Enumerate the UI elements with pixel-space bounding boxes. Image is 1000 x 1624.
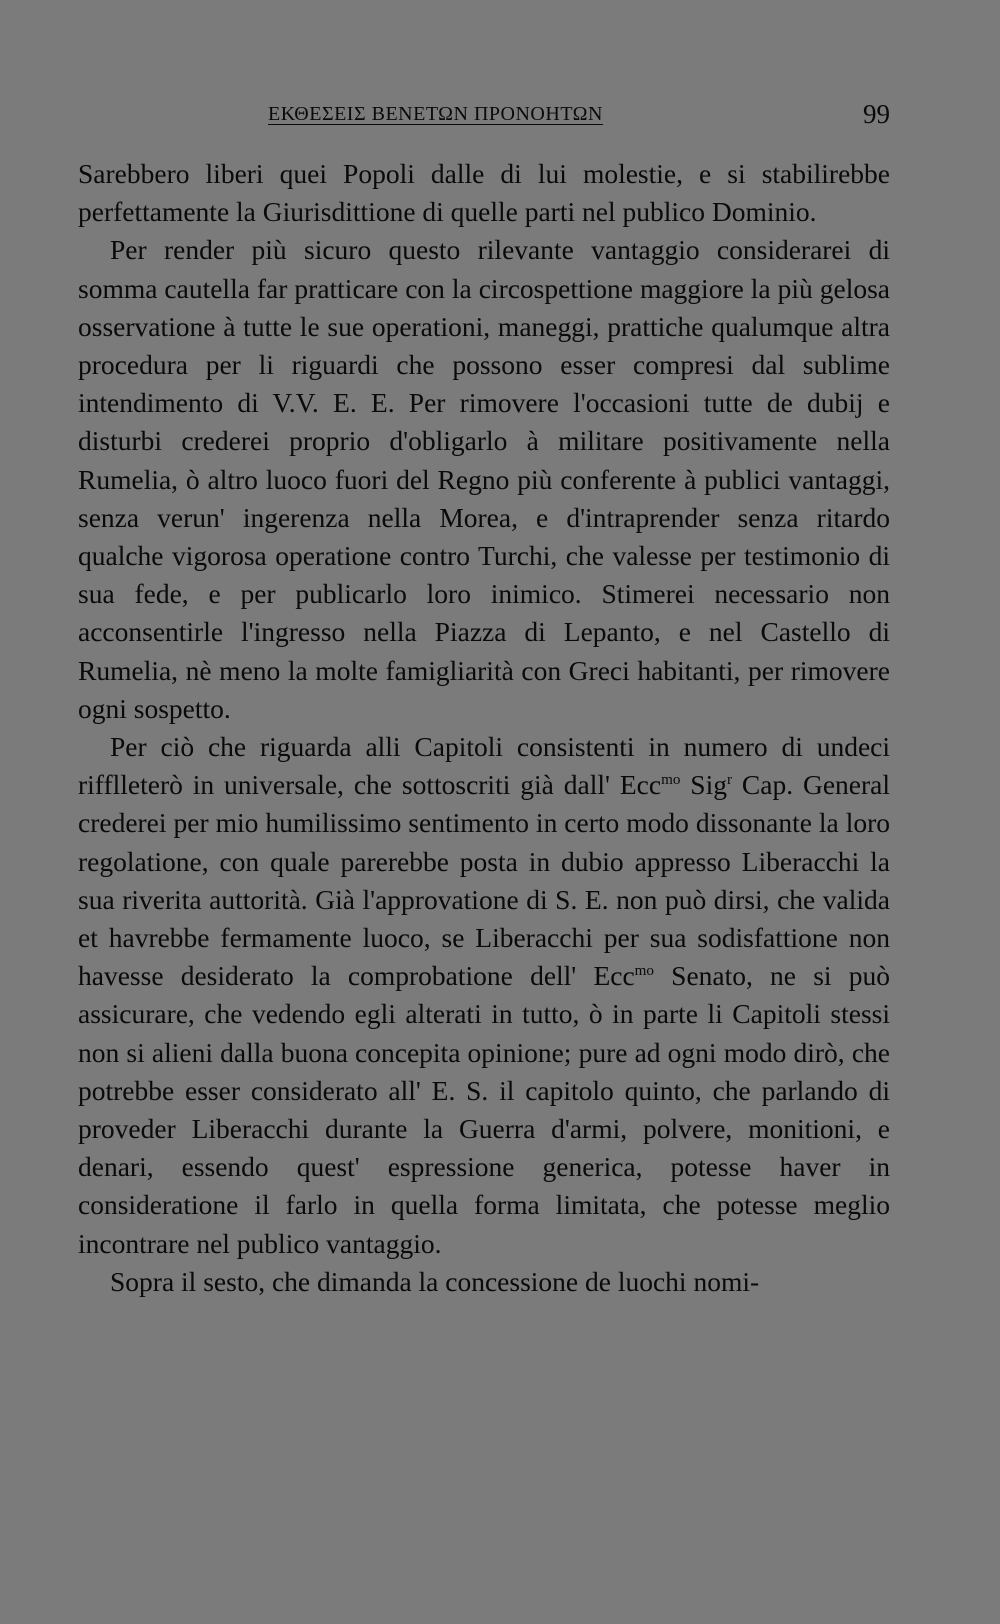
paragraph-3-part-c: Cap. General crederei per mio humilissimo sentimento in certo modo dissonante la loro regolatione, con quale parerebbe posta in dubio appresso Liberacchi la sua riverita auttorità. Già l'approvatione di S. E. non può dirsi, che valida et havrebbe fermamente luoco, se Liberacchi per sua sodisfattione non havesse desiderato la comprobatione dell' Ecc [78, 769, 891, 992]
body-text [78, 155, 890, 1301]
paragraph-3-part-d: Senato, ne si può assicurare, che vedendo egli alterati in tutto, ò in parte li Capitoli stessi non si alieni dalla buona concepita opinione; pure ad ogni modo dirò, che potrebbe esser considerato all' E. S. il capitolo quinto, che parlando di proveder Liberacchi durante la Guerra d'armi, polvere, monitioni, e denari, essendo quest' espressione generica, potesse haver in consideratione il farlo in quella forma limitata, che potesse meglio incontrare nel publico vantaggio. [78, 960, 890, 1259]
paragraph-1: Sarebbero liberi quei Popoli dalle di lui molestie, e si stabilirebbe perfettamente la Giurisdittione di quelle parti nel publico Dominio. [78, 158, 890, 228]
running-title: ΕΚΘΕΣΕΙΣ ΒΕΝΕΤΩΝ ΠΡΟΝΟΗΤΩΝ [268, 103, 603, 125]
page-header [78, 99, 890, 137]
paragraph-2: Per render più sicuro questo rilevante vantaggio considerarei di somma cautella far pratticare con la circospettione maggiore la più gelosa osservatione à tutte le sue operationi, maneggi, prattiche qualumque altra procedura per li riguardi che possono esser compresi dal sublime intendimento di V.V. E. E. Per rimovere l'occasioni tutte de dubij e disturbi crederei proprio d'obligarlo à militare positivamente nella Rumelia, ò altro luoco fuori del Regno più conferente à publici vantaggi, senza verun' ingerenza nella Morea, e d'intraprender senza ritardo qualche vigorosa operatione contro Turchi, che valesse per testimonio di sua fede, e per publicarlo loro inimico. Stimerei necessario non acconsentirle l'ingresso nella Piazza di Lepanto, e nel Castello di Rumelia, nè meno la molte famigliarità con Greci habitanti, per rimovere ogni sospetto. [78, 234, 890, 724]
paragraph-3-part-b: Sig [680, 769, 727, 801]
superscript-r: r [726, 772, 733, 789]
page-number: 99 [863, 99, 890, 129]
superscript-mo: mo [661, 772, 681, 789]
paragraph-4: Sopra il sesto, che dimanda la concessione de luochi nomi- [110, 1265, 760, 1297]
paragraph-3 [78, 728, 890, 1263]
superscript-mo: mo [634, 963, 654, 980]
paragraph-3-part-a: Per ciò che riguarda alli Capitoli consistenti in numero di undeci rifflleterò in universale, che sottoscriti già dall' Ecc [78, 731, 890, 801]
